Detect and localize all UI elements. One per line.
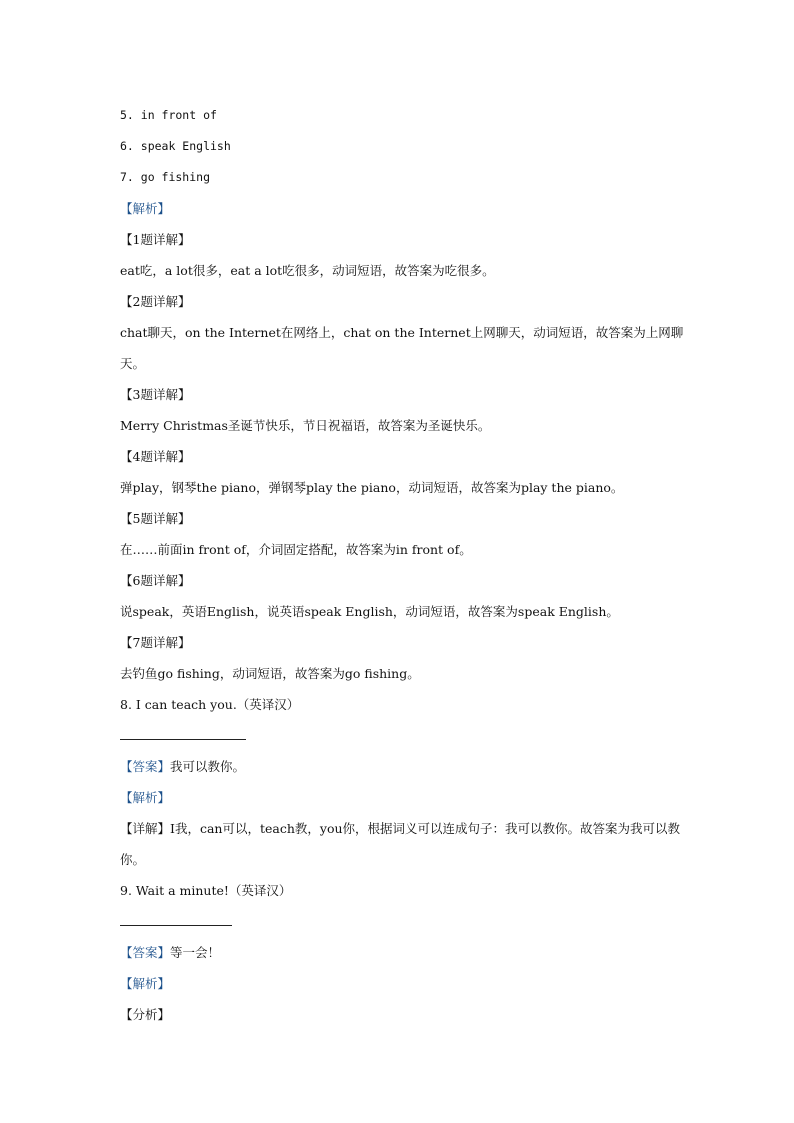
analysis-heading: 【解析】 — [120, 201, 171, 216]
answer-text-8: 我可以教你。 — [170, 759, 246, 774]
answer-line-6: 6. speak English — [120, 139, 231, 153]
detail-8 — [120, 813, 690, 875]
analysis-heading-9: 【解析】 — [120, 976, 171, 991]
document-page — [120, 100, 690, 1030]
detail-heading-7: 【7题详解】 — [120, 635, 191, 650]
detail-text-5: 在……前面in front of，介词固定搭配，故答案为in front of。 — [120, 542, 472, 557]
question-9: 9. Wait a minute!（英译汉） — [120, 883, 292, 898]
detail-text-3: Merry Christmas圣诞节快乐，节日祝福语，故答案为圣诞快乐。 — [120, 418, 491, 433]
answer-tag-8: 【答案】 — [120, 759, 171, 774]
detail-text-8: I我，can可以，teach教，you你，根据词义可以连成句子：我可以教你。故答案为我可以教你。 — [120, 821, 681, 867]
detail-text-7: 去钓鱼go fishing，动词短语，故答案为go fishing。 — [120, 666, 420, 681]
answer-line-5: 5. in front of — [120, 108, 217, 122]
answer-line-7: 7. go fishing — [120, 170, 211, 184]
answer-text-9: 等一会！ — [170, 945, 221, 960]
detail-heading-2: 【2题详解】 — [120, 294, 191, 309]
answer-9 — [120, 937, 690, 968]
detail-heading-4: 【4题详解】 — [120, 449, 191, 464]
detail-text-4: 弹play，钢琴the piano，弹钢琴play the piano，动词短语，故答案为play the piano。 — [120, 480, 624, 495]
question-8: 8. I can teach you.（英译汉） — [120, 697, 300, 712]
detail-tag-8: 【详解】 — [120, 821, 171, 836]
detail-heading-3: 【3题详解】 — [120, 387, 191, 402]
analysis-heading-8: 【解析】 — [120, 790, 171, 805]
answer-blank-8 — [120, 739, 246, 740]
answer-blank-9 — [120, 925, 232, 926]
detail-text-2: chat聊天，on the Internet在网络上，chat on the Internet上网聊天，动词短语，故答案为上网聊天。 — [120, 325, 684, 371]
answer-tag-9: 【答案】 — [120, 945, 171, 960]
detail-heading-1: 【1题详解】 — [120, 232, 191, 247]
detail-heading-5: 【5题详解】 — [120, 511, 191, 526]
answer-8 — [120, 751, 690, 782]
detail-text-1: eat吃，a lot很多，eat a lot吃很多，动词短语，故答案为吃很多。 — [120, 263, 495, 278]
detail-heading-6: 【6题详解】 — [120, 573, 191, 588]
fenxi-heading-9: 【分析】 — [120, 1007, 171, 1022]
detail-text-6: 说speak，英语English，说英语speak English，动词短语，故答案为speak English。 — [120, 604, 619, 619]
